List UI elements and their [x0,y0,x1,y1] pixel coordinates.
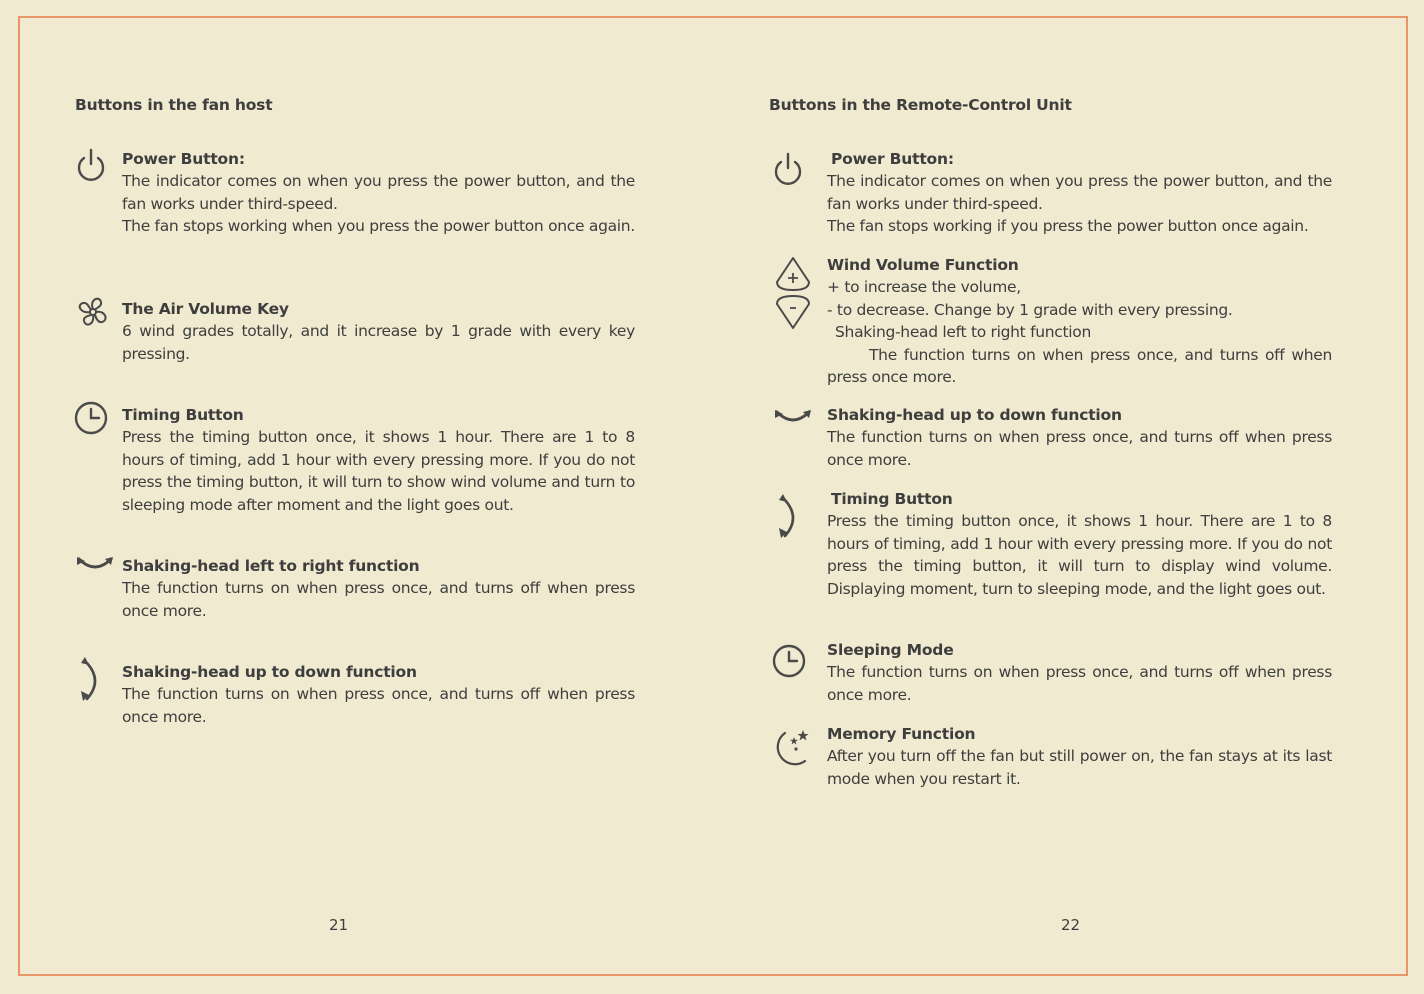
left-section-title: Buttons in the fan host [75,96,273,114]
item-label: Power Button: [831,150,954,168]
left-item-power [75,148,635,238]
moon-stars-icon [773,731,809,771]
right-item-memory [769,723,1332,790]
item-label: Memory Function [827,725,976,743]
item-label: Timing Button [831,490,953,508]
clock-icon [75,404,111,444]
item-description: + to increase the volume, [827,278,1021,296]
right-item-sleeping [769,639,1332,706]
item-label: Power Button: [122,150,245,168]
clock-icon [773,647,809,687]
item-label: Wind Volume Function [827,256,1019,274]
plus-minus-icon [775,256,811,328]
power-icon [772,152,808,192]
power-icon [75,148,111,188]
right-item-power [769,148,1332,238]
item-description: The function turns on when press once, and turns off when press once more. [827,345,1332,386]
left-item-air-volume [75,298,635,365]
item-label: Timing Button [122,406,244,424]
item-label: The Air Volume Key [122,300,289,318]
item-description: The indicator comes on when you press the power button, and the fan works under third-speed. [827,172,1332,213]
left-item-swing-lr [75,555,635,622]
swing-vertical-icon [75,661,111,701]
right-page-number: 22 [1061,916,1081,934]
left-page-number: 21 [329,916,349,934]
item-description: The indicator comes on when you press the power button, and the fan works under third-speed. [122,172,635,213]
item-description: The function turns on when press once, and turns off when press once more. [827,428,1332,469]
right-item-swing-ud [769,404,1332,471]
item-description: The function turns on when press once, and turns off when press once more. [122,685,635,726]
item-description: Press the timing button once, it shows 1 hour. There are 1 to 8 hours of timing, add 1 hour with every pressing more. If you do not press the timing button, it will turn to show wind volume and turn to sleeping mode after moment and the light goes out. [122,428,635,514]
right-item-wind-volume [769,254,1332,389]
item-description: The fan stops working when you press the power button once again. [122,217,635,235]
item-description: The fan stops working if you press the power button once again. [827,217,1309,235]
item-label: Sleeping Mode [827,641,954,659]
right-page [769,96,1332,788]
item-description: - to decrease. Change by 1 grade with every pressing. [827,300,1233,319]
swing-vertical-icon [773,498,809,538]
swing-horizontal-icon [773,408,809,448]
item-description: After you turn off the fan but still power on, the fan stays at its last mode when you restart it. [827,747,1332,788]
item-description: The function turns on when press once, and turns off when press once more. [827,663,1332,704]
right-item-timing [769,488,1332,600]
item-label: Shaking-head up to down function [827,406,1122,424]
left-item-swing-ud [75,661,635,728]
item-description: 6 wind grades totally, and it increase by 1 grade with every key pressing. [122,322,635,363]
item-label: Shaking-head left to right function [122,557,420,575]
item-description: Press the timing button once, it shows 1 hour. There are 1 to 8 hours of timing, add 1 hour with every pressing more. If you do not press the timing button, it will turn to display wind volume. Displaying moment, turn to sleeping mode, and the light goes out. [827,512,1332,598]
left-item-timing [75,404,635,516]
item-label: Shaking-head up to down function [122,663,417,681]
fan-icon [75,298,111,338]
right-section-title: Buttons in the Remote-Control Unit [769,96,1072,114]
swing-horizontal-icon [75,555,111,595]
left-page [75,96,635,726]
item-description: The function turns on when press once, and turns off when press once more. [122,579,635,620]
item-description: Shaking-head left to right function [835,323,1092,341]
